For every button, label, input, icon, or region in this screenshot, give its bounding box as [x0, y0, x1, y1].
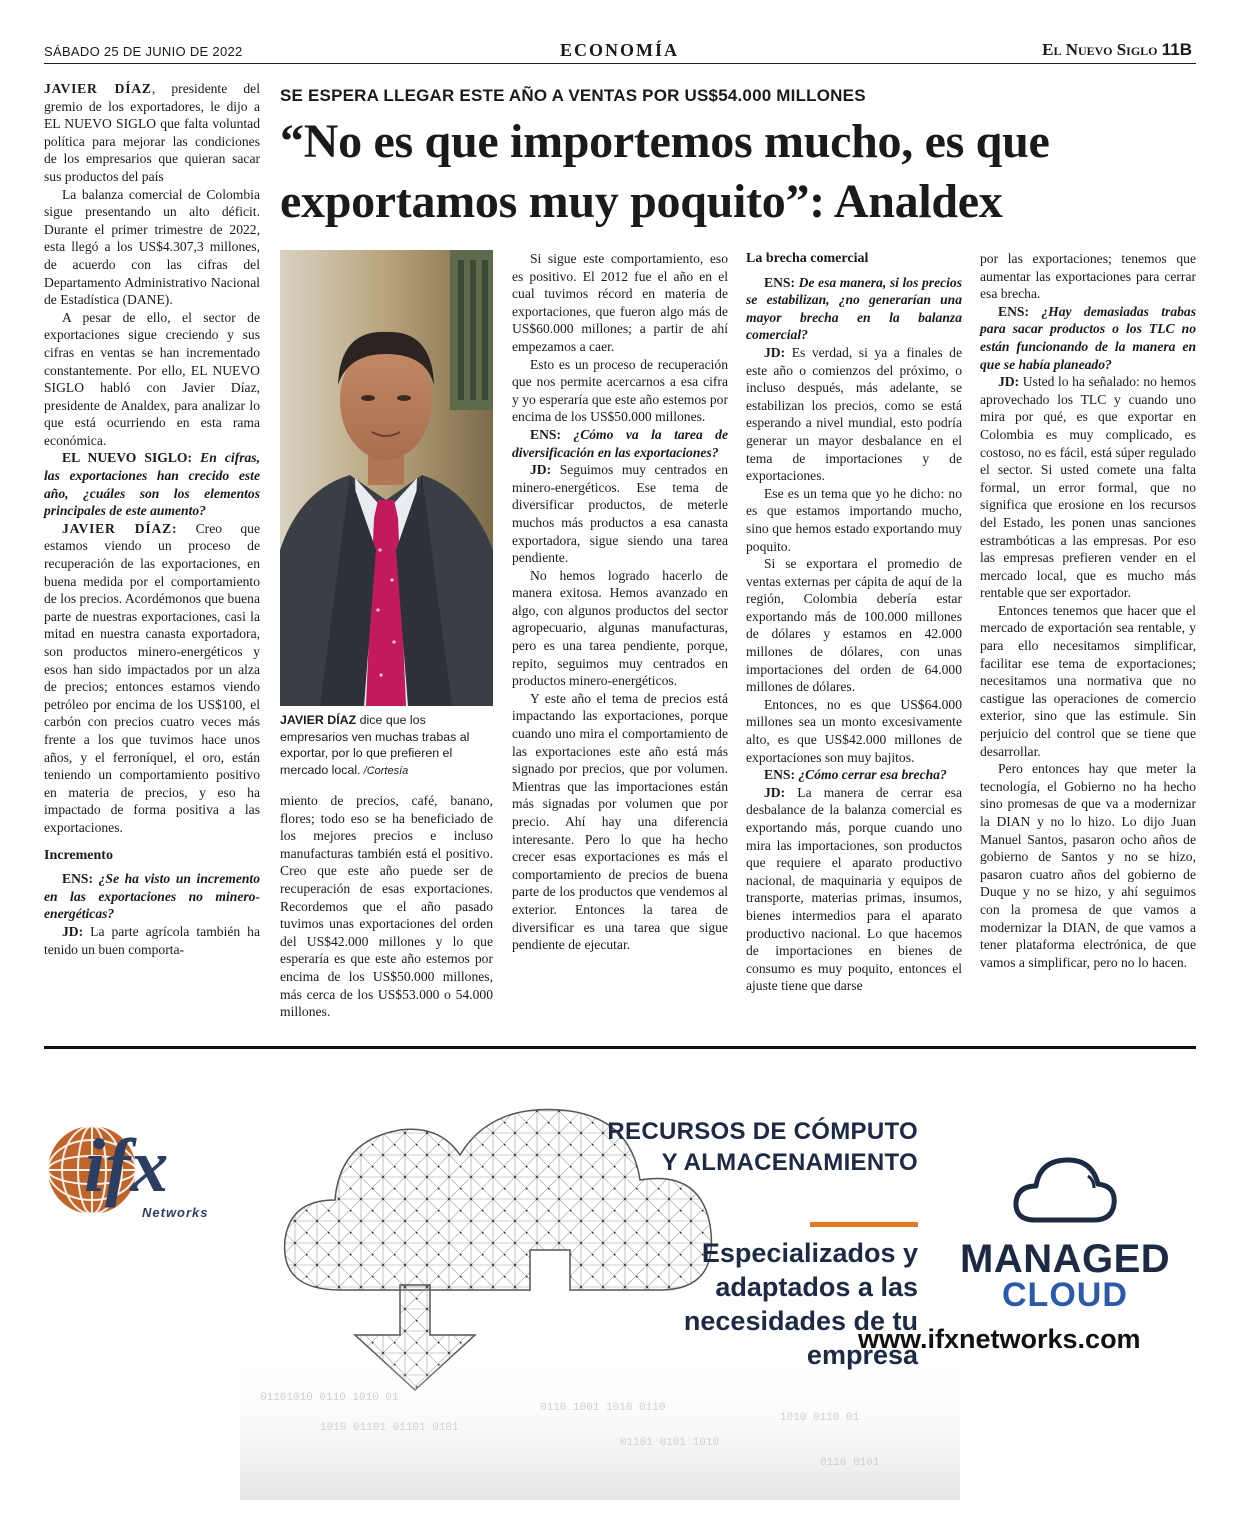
ifx-wordmark: ifx	[84, 1124, 169, 1208]
answer: JAVIER DÍAZ: Creo que estamos viendo un proceso de recuperación de las exportaciones, en buena medida por el comportamiento de los precios. Acordémonos que buena parte de nuestras exportaciones, casi la mitad en nuestra canasta exportadora, son productos minero-energéticos y esos han sido impactados por un alza de precios; entonces estamos viendo petróleo por encima de los US$100, el carbón con precios cuatro veces más frente a los que tuvimos hace unos años, y el ferroníquel, el oro, están teniendo un comportamiento positivo en materia de precios, y eso ha impactado de forma positiva a las exportaciones.	[44, 520, 260, 835]
svg-text:1010 0110 01: 1010 0110 01	[780, 1412, 860, 1424]
masthead	[1042, 40, 1192, 60]
section-name: ECONOMÍA	[560, 40, 679, 60]
question: ENS: ¿Cómo va la tarea de diversificación en las exportaciones?	[512, 426, 728, 460]
article-column-1	[44, 80, 260, 958]
ifx-subtitle: Networks	[142, 1205, 209, 1220]
body-paragraph: Entonces tenemos que hacer que el mercado de exportación sea rentable, y para ello necesitamos simplificar, facilitar ese tema de exportaciones; necesitamos una normativa que no castigue las operaciones de comercio exterior, sino que las estimule. Sin perjuicio del control que se tiene que desarrollar.	[980, 602, 1196, 759]
issue-date: SÁBADO 25 DE JUNIO DE 2022	[44, 44, 243, 59]
subheading: Incremento	[44, 847, 113, 863]
lead-paragraph: JAVIER DÍAZ, presidente del gremio de los exportadores, le dijo a EL NUEVO SIGLO que falta voluntad política para mejorar las condiciones de los empresarios que quieran sacar sus productos del país	[44, 81, 260, 184]
page-number: 11B	[1161, 40, 1192, 59]
body-paragraph: Entonces, no es que US$64.000 millones sea un monto excesivamente alto, es que US$42.000 millones de exportaciones son muy bajitos.	[746, 696, 962, 765]
body-paragraph: Ese es un tema que yo he dicho: no es que estamos importando mucho, sino que hemos estado exportando muy poquito.	[746, 485, 962, 554]
caption-name: JAVIER DÍAZ	[280, 713, 357, 727]
body-paragraph: A pesar de ello, el sector de exportaciones sigue creciendo y sus cifras en ventas se han incrementado constantemente. Por ello, EL NUEVO SIGLO habló con Javier Díaz, presidente de Analdex, para analizar lo que está ocurriendo en esta rama económica.	[44, 309, 260, 448]
ad-divider	[44, 1046, 1196, 1049]
body-paragraph: No hemos logrado hacerlo de manera exitosa. Hemos avanzado en algo, con algunos productos del sector agropecuario, algunas manufacturas, pero es una tarea pendiente, porque, repito, seguimos muy centrados en productos minero-energéticos.	[512, 567, 728, 689]
question: ENS: ¿Se ha visto un incremento en las exportaciones no minero-energéticas?	[44, 871, 260, 922]
svg-text:1010 01101 01101 0101: 1010 01101 01101 0101	[320, 1422, 459, 1434]
body-paragraph: La balanza comercial de Colombia sigue presentando un alto déficit. Durante el primer trimestre de 2022, esta llegó a los US$4.307,3 millones, de acuerdo con las cifras del Departamento Administrativo Nacional de Estadística (DANE).	[44, 186, 260, 308]
photo-caption	[280, 712, 493, 779]
body-paragraph: por las exportaciones; tenemos que aumentar las exportaciones para cerrar esa brecha.	[980, 251, 1196, 302]
answer: JD: Seguimos muy centrados en minero-energéticos. Ese tema de diversificar productos, de meterle muchos más productos a esa canasta exportadora, sigue siendo una tarea pendiente.	[512, 462, 728, 566]
body-paragraph: Esto es un proceso de recuperación que nos permite acercarnos a esa cifra y yo esperaría que este año estemos por encima de los US$50.000 millones.	[512, 356, 728, 425]
headline: “No es que importemos mucho, es que exportamos muy poquito”: Analdex	[280, 115, 1050, 228]
svg-text:01101010 0110 1010 01: 01101010 0110 1010 01	[260, 1392, 399, 1404]
answer: JD: La parte agrícola también ha tenido un buen comporta-	[44, 923, 260, 957]
cloud-outline-icon	[1010, 1150, 1120, 1230]
article-column-5	[980, 250, 1196, 971]
body-paragraph: Pero entonces hay que meter la tecnología, el Gobierno no ha hecho sino promesas de que va a modernizar la DIAN y no lo hizo. Lo dijo Juan Manuel Santos, pasaron ocho años de gobierno de Santos y no se hizo, pasaron cuatro años del gobierno de Duque y no se hizo, y ahí seguimos con la promesa de que vamos a modernizar la DIAN, de que vamos a tener plataforma electrónica, de que vamos a simplificar, pero no lo hacen.	[980, 761, 1196, 970]
body-paragraph: miento de precios, café, banano, flores; todo eso se ha beneficiado de los mejores precios e incluso manufacturas también está el positivo. Creo que este año puede ser de recuperación de esas exportaciones. Recordemos que el año pasado tuvimos unas exportaciones del orden del US$42.000 millones y lo que esperaría es que este año estemos por encima de los US$50.000 millones, más cerca de los US$53.000 o 54.000 millones.	[280, 793, 493, 1020]
cloud-icon	[1010, 1150, 1120, 1230]
paper-name: El Nuevo Siglo	[1042, 40, 1158, 59]
question: ENS: De esa manera, si los precios se estabilizan, ¿no generarían una mayor brecha en la balanza comercial?	[746, 274, 962, 343]
svg-text:01101 0101 1010: 01101 0101 1010	[620, 1437, 720, 1449]
caption-credit: /Cortesía	[360, 764, 409, 777]
ad-heading: RECURSOS DE CÓMPUTO Y ALMACENAMIENTO	[607, 1118, 918, 1176]
header-rule	[44, 63, 1196, 64]
caption-text: dice que los empresarios ven muchas trabas al exportar, por lo que prefieren el mercado local.	[280, 713, 470, 777]
body-paragraph: Si se exportara el promedio de ventas externas per cápita de aquí de la región, Colombia debería estar exportando más de 100.000 millones de dólares y estamos en 42.000 millones de dólares, con unas importaciones del orden de 64.000 millones de dólares.	[746, 556, 962, 695]
portrait-photo	[280, 250, 493, 706]
kicker: SE ESPERA LLEGAR ESTE AÑO A VENTAS POR US$54.000 MILLONES	[280, 86, 866, 105]
svg-text:0110 1001 1010 0110: 0110 1001 1010 0110	[540, 1402, 666, 1414]
body-paragraph: Y este año el tema de precios está impactando las exportaciones, porque cuando uno mira el comportamiento de las exportaciones este año está más signado por precios, que por volumen. Mientras que las importaciones están más signadas por volumen que por precio. Ahí hay una diferencia interesante. Pero lo que ha hecho crecer esas exportaciones es más el comportamiento de precios de buena parte de los productos que vendemos al exterior. Entonces la tarea de diversificar es una tarea que sigue pendiente de ejecutar.	[512, 690, 728, 953]
ad-accent-bar	[810, 1222, 918, 1227]
question: ENS: ¿Cómo cerrar esa brecha?	[764, 767, 947, 783]
body-paragraph: Si sigue este comportamiento, eso es positivo. El 2012 fue el año en el cual tuvimos récord en materia de exportaciones, que fueron algo más de US$60.000 millones; a partir de ahí empezamos a caer.	[512, 251, 728, 354]
svg-text:0110 0101: 0110 0101	[820, 1457, 880, 1469]
article-column-2	[280, 792, 493, 1021]
question: ENS: ¿Hay demasiadas trabas para sacar productos o los TLC no están funcionando de la manera en que se había planeado?	[980, 303, 1196, 372]
cloud-label: CLOUD	[1002, 1276, 1128, 1314]
answer: JD: La manera de cerrar esa desbalance de la balanza comercial es exportando más, porque cuando uno mira las importaciones, son productos que requiere el aparato productivo nacional, de maquinaria y equipos de transporte, materias primas, insumos, bienes intermedios para el aparato productivo nacional. Lo que hacemos de importaciones en bienes de consumo es muy poquito, entonces el ajuste tiene que darse	[746, 784, 962, 994]
article-column-4	[746, 250, 962, 995]
managed-label: MANAGED	[960, 1237, 1171, 1281]
question: EL NUEVO SIGLO: En cifras, las exportaciones han crecido este año, ¿cuáles son los elementos principales de este aumento?	[44, 450, 260, 519]
ad-tagline: Especializados y adaptados a las necesidades de tu empresa	[683, 1238, 918, 1370]
subheading: La brecha comercial	[746, 251, 869, 266]
answer: JD: Usted lo ha señalado: no hemos aprovechado los TLC y cuando uno mira por qué, es que exportar en Colombia es muy complicado, es costoso, no es fácil, está súper regulado el sector. Si usted comete una falta formal, un error formal, que no significa que erosione en los recursos del Estado, les ponen unas sanciones estrambóticas a las empresas. Por eso las empresas prefieren vender en el mercado local, que es mucho más rentable que ser exportador.	[980, 374, 1196, 601]
answer: JD: Es verdad, si ya a finales de este año o comienzos del próximo, o incluso después, más adelante, se estabilizan los precios, como se está esperando a nivel mundial, esto podría generar un mayor desbalance en el tema de importaciones y de exportaciones.	[746, 344, 962, 484]
ad-url[interactable]: www.ifxnetworks.com	[858, 1324, 1141, 1354]
article-column-3	[512, 250, 728, 954]
portrait-illustration	[280, 250, 493, 706]
